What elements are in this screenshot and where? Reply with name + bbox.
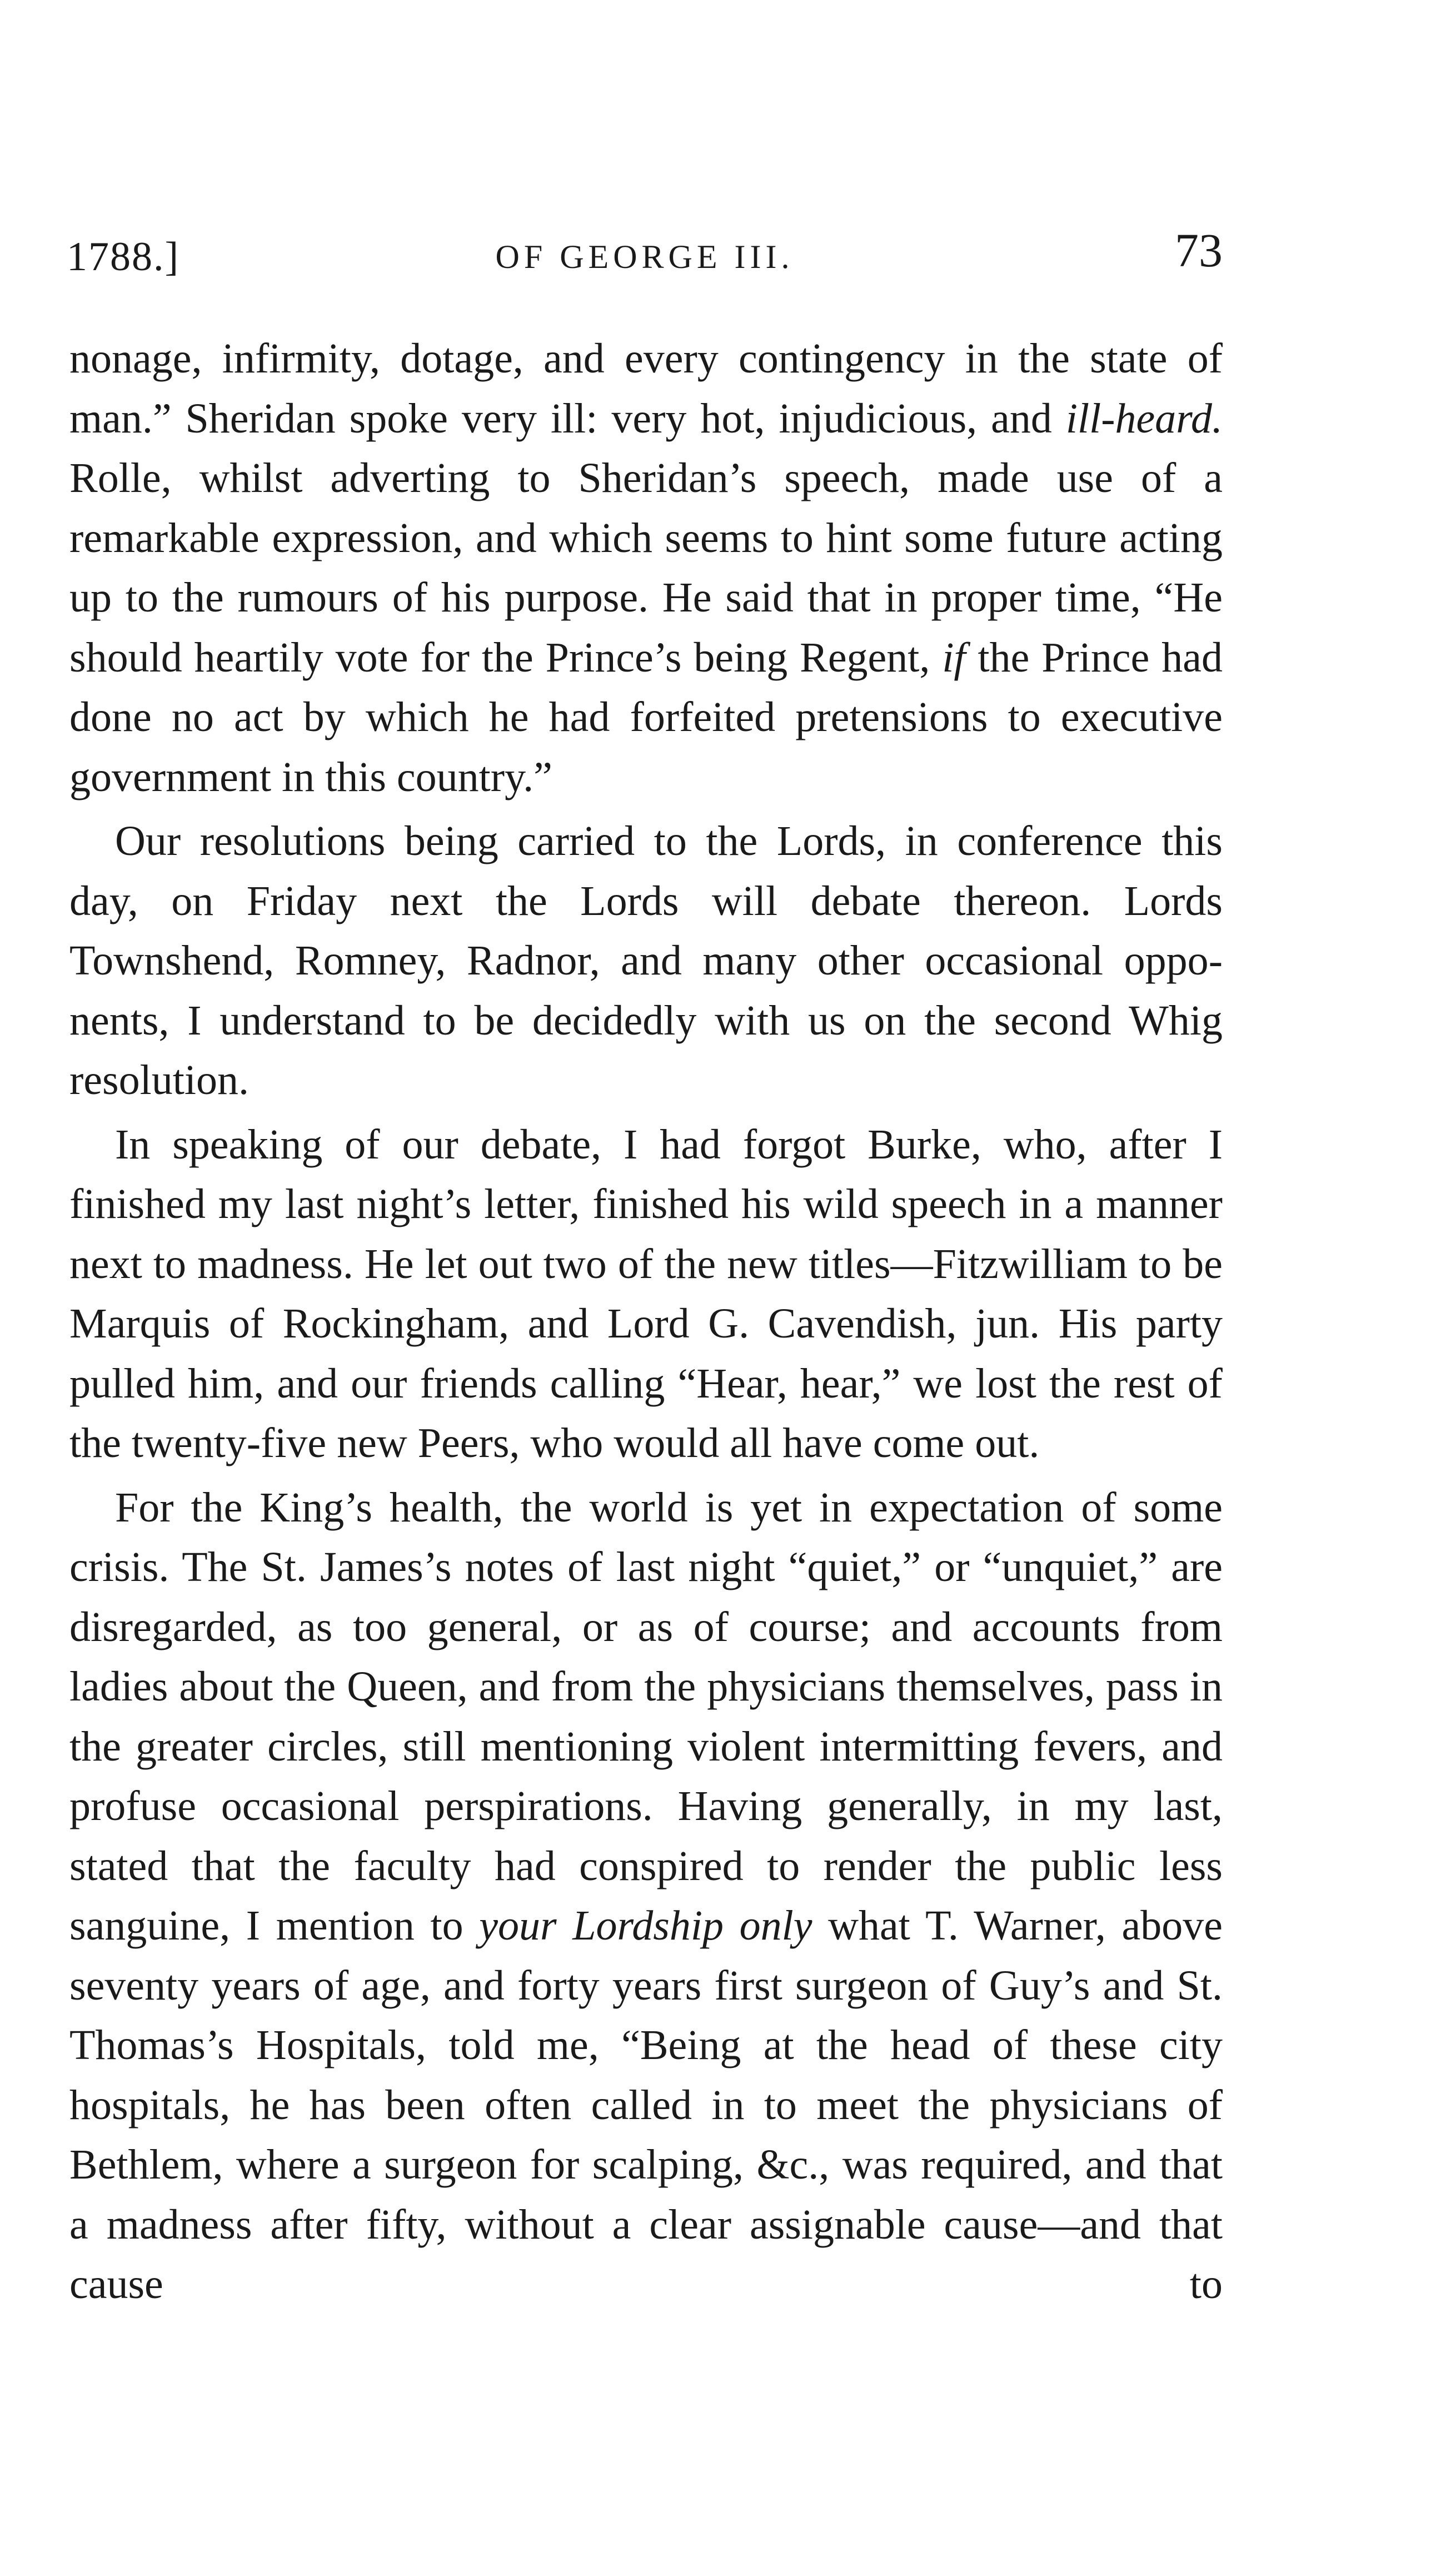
text-segment: Our resolutions being carried to the Lords, in conference this day, on Friday next the Lords will debate thereon. Lords Townshend, Romney, Radnor, and many other occasional opponents, I understand to be decidedly with us on the second Whig resolution.: [69, 818, 1223, 1103]
text-segment: In speaking of our debate, I had forgot Burke, who, after I finished my last night’s letter, finished his wild speech in a manner next to madness. He let out two of the new titles—Fitzwilliam to be Marquis of Rockingham, and Lord G. Cavendish, jun. His party pulled him, and our friends calling “Hear, hear,” we lost the rest of the twenty-five new Peers, who would all have come out.: [69, 1121, 1223, 1466]
paragraph-2: [69, 812, 1223, 1111]
text-segment: nonage, infirmity, dotage, and every contingency in the state of man.” Sheridan spoke very ill: very hot, injudicious, and: [69, 335, 1223, 442]
paragraph-1: [69, 329, 1223, 807]
body-text: [69, 329, 1223, 2319]
italic-segment: if: [942, 634, 966, 681]
running-head-title: OF GEORGE III.: [495, 238, 794, 275]
text-segment: what T. Warner, above seventy years of age, and forty years first surgeon of Guy’s and St. Thomas’s Hospitals, told me, “Being at the head of these city hospitals, he has been often called in to meet the physicians of Bethlem, where a surgeon for scalping, &c., was required, and that a madness after fifty, without a clear assignable cause—and that cause to: [69, 1902, 1223, 2308]
italic-segment: ill-heard.: [1065, 395, 1223, 442]
paragraph-3: [69, 1115, 1223, 1474]
text-segment: For the King’s health, the world is yet in expectation of some crisis. The St. James’s notes of last night “quiet,” or “unquiet,” are disregarded, as too general, or as of course; and accounts from ladies about the Queen, and from the physicians themselves, pass in the greater circles, still mentioning violent intermitting fevers, and profuse occasional perspirations. Having generally, in my last, stated that the faculty had conspired to render the public less sanguine, I mention to: [69, 1484, 1223, 1949]
italic-segment: your Lordship only: [479, 1902, 812, 1949]
paragraph-4: [69, 1478, 1223, 2315]
text-segment: the Prince had done no act by which he had forfeited pretensions to executive government in this country.”: [69, 634, 1223, 800]
page-number: 73: [1175, 223, 1223, 277]
running-head: [67, 222, 1223, 289]
text-segment: Rolle, whilst adverting to Sheridan’s speech, made use of a remarkable expression, and which seems to hint some future acting up to the rumours of his purpose. He said that in proper time, “He should heartily vote for the Prince’s being Regent,: [69, 455, 1223, 681]
running-head-year: 1788.]: [67, 234, 180, 280]
